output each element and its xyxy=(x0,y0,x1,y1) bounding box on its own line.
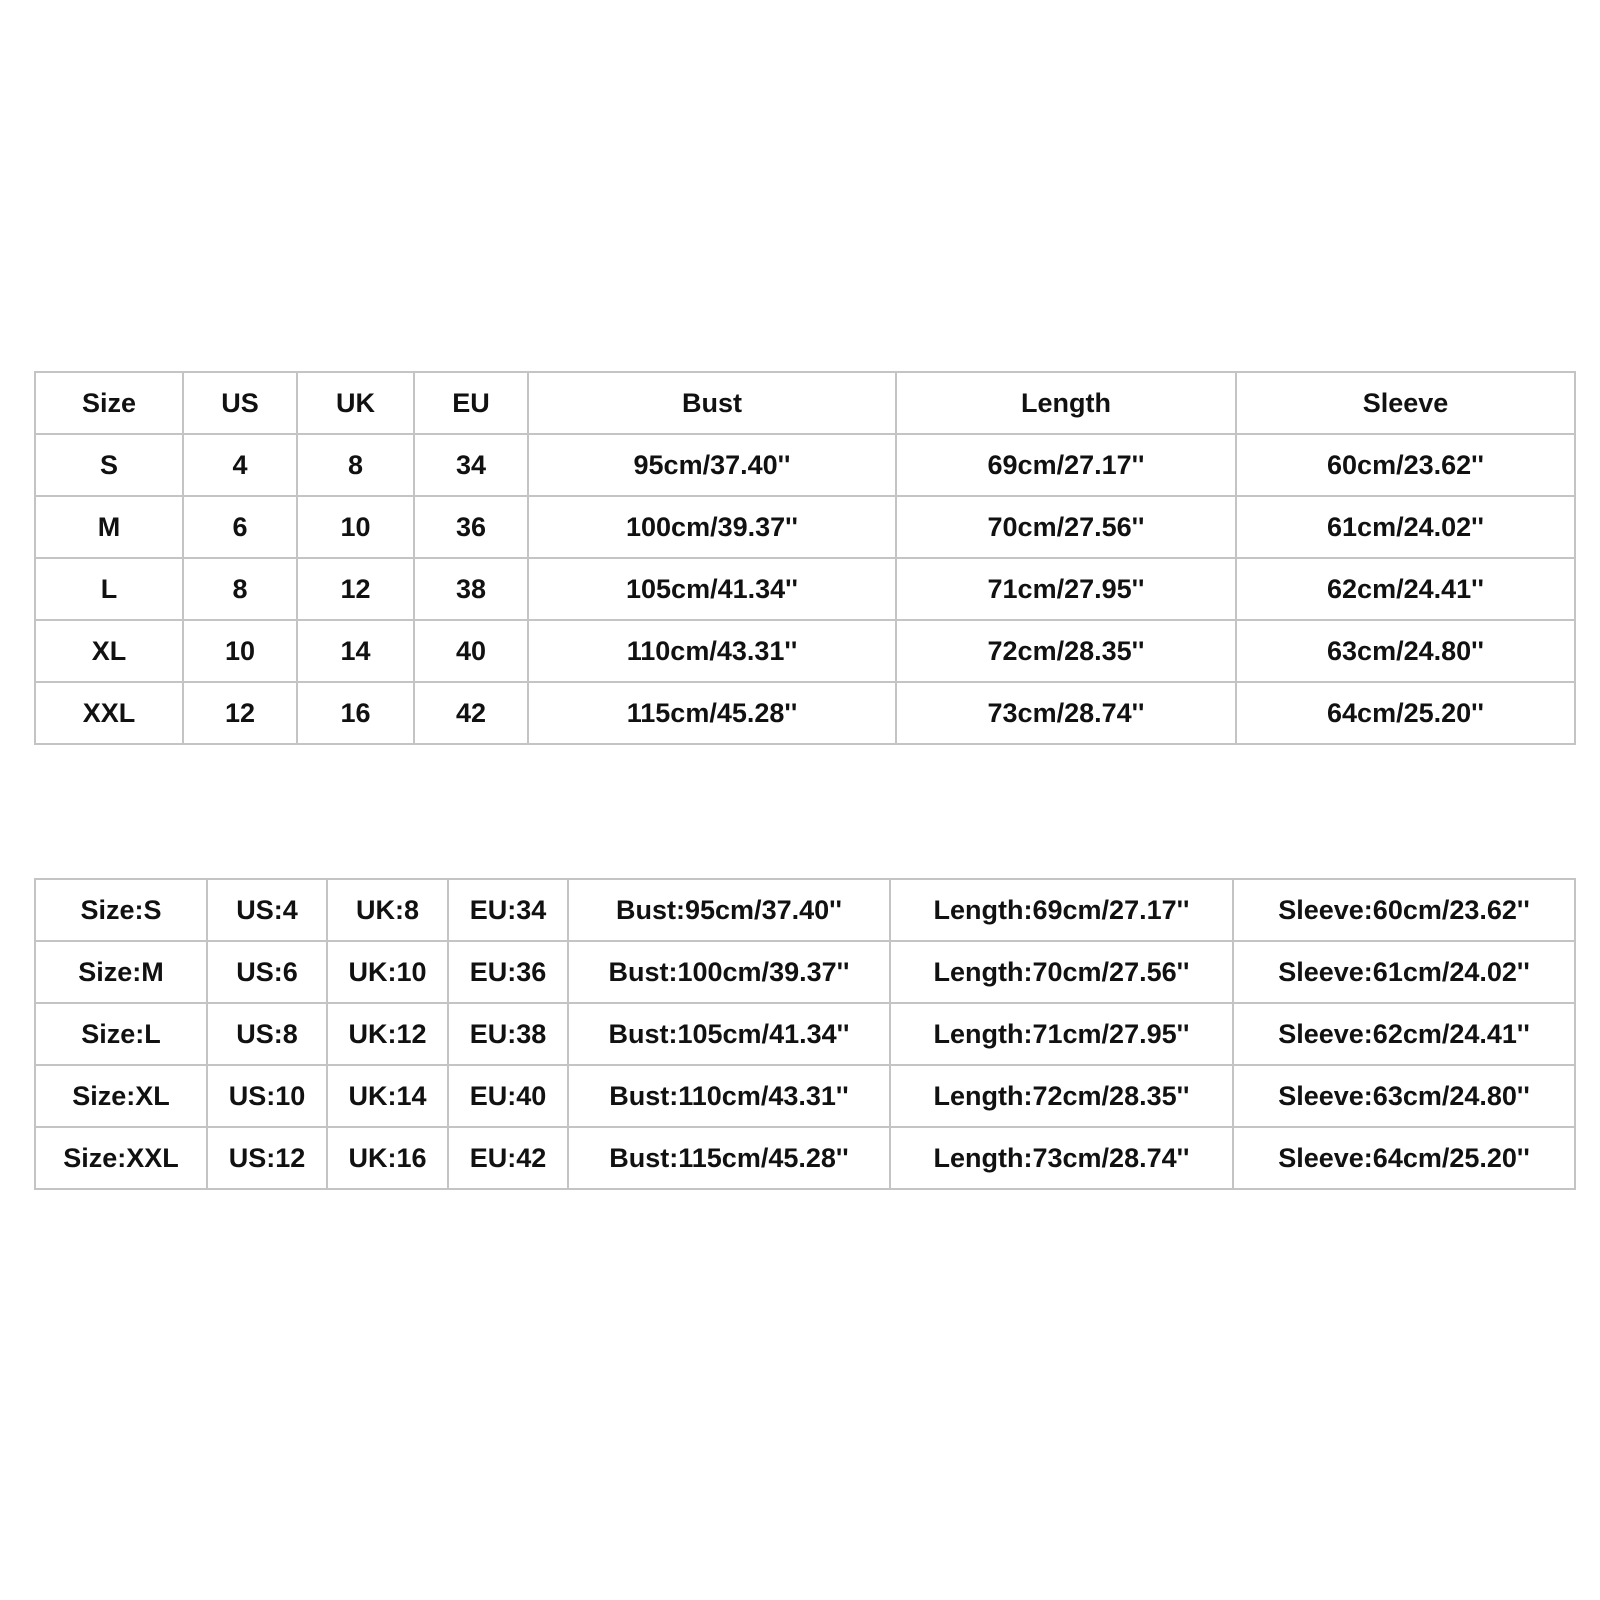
cell-us: 10 xyxy=(183,620,297,682)
table-header-row xyxy=(35,372,1575,434)
cell-us: US:8 xyxy=(207,1003,327,1065)
cell-eu: 40 xyxy=(414,620,528,682)
cell-length: 70cm/27.56'' xyxy=(896,496,1236,558)
cell-bust: 105cm/41.34'' xyxy=(528,558,896,620)
cell-sleeve: Sleeve:63cm/24.80'' xyxy=(1233,1065,1575,1127)
cell-bust: Bust:115cm/45.28'' xyxy=(568,1127,890,1189)
cell-size: S xyxy=(35,434,183,496)
cell-size: M xyxy=(35,496,183,558)
cell-size: Size:XXL xyxy=(35,1127,207,1189)
cell-us: US:10 xyxy=(207,1065,327,1127)
cell-sleeve: Sleeve:62cm/24.41'' xyxy=(1233,1003,1575,1065)
table-row xyxy=(35,879,1575,941)
cell-us: US:6 xyxy=(207,941,327,1003)
cell-uk: 16 xyxy=(297,682,414,744)
cell-uk: 10 xyxy=(297,496,414,558)
cell-sleeve: Sleeve:60cm/23.62'' xyxy=(1233,879,1575,941)
header-us: US xyxy=(183,372,297,434)
table-row xyxy=(35,434,1575,496)
cell-sleeve: 61cm/24.02'' xyxy=(1236,496,1575,558)
table-row xyxy=(35,620,1575,682)
cell-uk: 12 xyxy=(297,558,414,620)
cell-sleeve: Sleeve:61cm/24.02'' xyxy=(1233,941,1575,1003)
cell-size: Size:S xyxy=(35,879,207,941)
cell-length: 72cm/28.35'' xyxy=(896,620,1236,682)
header-sleeve: Sleeve xyxy=(1236,372,1575,434)
header-length: Length xyxy=(896,372,1236,434)
cell-uk: UK:10 xyxy=(327,941,448,1003)
cell-eu: 42 xyxy=(414,682,528,744)
header-bust: Bust xyxy=(528,372,896,434)
cell-length: 73cm/28.74'' xyxy=(896,682,1236,744)
cell-length: Length:69cm/27.17'' xyxy=(890,879,1233,941)
cell-bust: Bust:100cm/39.37'' xyxy=(568,941,890,1003)
table-row xyxy=(35,941,1575,1003)
cell-us: US:4 xyxy=(207,879,327,941)
cell-eu: 36 xyxy=(414,496,528,558)
cell-sleeve: 60cm/23.62'' xyxy=(1236,434,1575,496)
cell-eu: EU:40 xyxy=(448,1065,568,1127)
cell-sleeve: 63cm/24.80'' xyxy=(1236,620,1575,682)
header-uk: UK xyxy=(297,372,414,434)
cell-sleeve: Sleeve:64cm/25.20'' xyxy=(1233,1127,1575,1189)
cell-size: Size:L xyxy=(35,1003,207,1065)
cell-bust: Bust:95cm/37.40'' xyxy=(568,879,890,941)
cell-size: Size:M xyxy=(35,941,207,1003)
size-chart-labeled-table xyxy=(34,878,1576,1190)
cell-bust: 115cm/45.28'' xyxy=(528,682,896,744)
table-row xyxy=(35,1003,1575,1065)
cell-us: US:12 xyxy=(207,1127,327,1189)
table-row xyxy=(35,496,1575,558)
cell-bust: 110cm/43.31'' xyxy=(528,620,896,682)
header-size: Size xyxy=(35,372,183,434)
cell-us: 4 xyxy=(183,434,297,496)
cell-eu: 38 xyxy=(414,558,528,620)
cell-length: Length:72cm/28.35'' xyxy=(890,1065,1233,1127)
cell-size: L xyxy=(35,558,183,620)
table-row xyxy=(35,558,1575,620)
size-chart-table xyxy=(34,371,1576,745)
cell-uk: 8 xyxy=(297,434,414,496)
cell-sleeve: 64cm/25.20'' xyxy=(1236,682,1575,744)
cell-uk: UK:8 xyxy=(327,879,448,941)
table-row xyxy=(35,1065,1575,1127)
cell-size: XXL xyxy=(35,682,183,744)
cell-bust: Bust:110cm/43.31'' xyxy=(568,1065,890,1127)
cell-eu: EU:38 xyxy=(448,1003,568,1065)
cell-sleeve: 62cm/24.41'' xyxy=(1236,558,1575,620)
cell-size: Size:XL xyxy=(35,1065,207,1127)
cell-eu: EU:42 xyxy=(448,1127,568,1189)
cell-length: 71cm/27.95'' xyxy=(896,558,1236,620)
cell-length: 69cm/27.17'' xyxy=(896,434,1236,496)
cell-us: 6 xyxy=(183,496,297,558)
cell-eu: EU:34 xyxy=(448,879,568,941)
cell-uk: UK:14 xyxy=(327,1065,448,1127)
cell-uk: 14 xyxy=(297,620,414,682)
header-eu: EU xyxy=(414,372,528,434)
table-row xyxy=(35,682,1575,744)
cell-length: Length:71cm/27.95'' xyxy=(890,1003,1233,1065)
cell-bust: 100cm/39.37'' xyxy=(528,496,896,558)
cell-length: Length:73cm/28.74'' xyxy=(890,1127,1233,1189)
cell-length: Length:70cm/27.56'' xyxy=(890,941,1233,1003)
cell-uk: UK:16 xyxy=(327,1127,448,1189)
cell-size: XL xyxy=(35,620,183,682)
cell-eu: EU:36 xyxy=(448,941,568,1003)
table-row xyxy=(35,1127,1575,1189)
cell-bust: Bust:105cm/41.34'' xyxy=(568,1003,890,1065)
cell-uk: UK:12 xyxy=(327,1003,448,1065)
cell-eu: 34 xyxy=(414,434,528,496)
cell-us: 8 xyxy=(183,558,297,620)
cell-us: 12 xyxy=(183,682,297,744)
cell-bust: 95cm/37.40'' xyxy=(528,434,896,496)
